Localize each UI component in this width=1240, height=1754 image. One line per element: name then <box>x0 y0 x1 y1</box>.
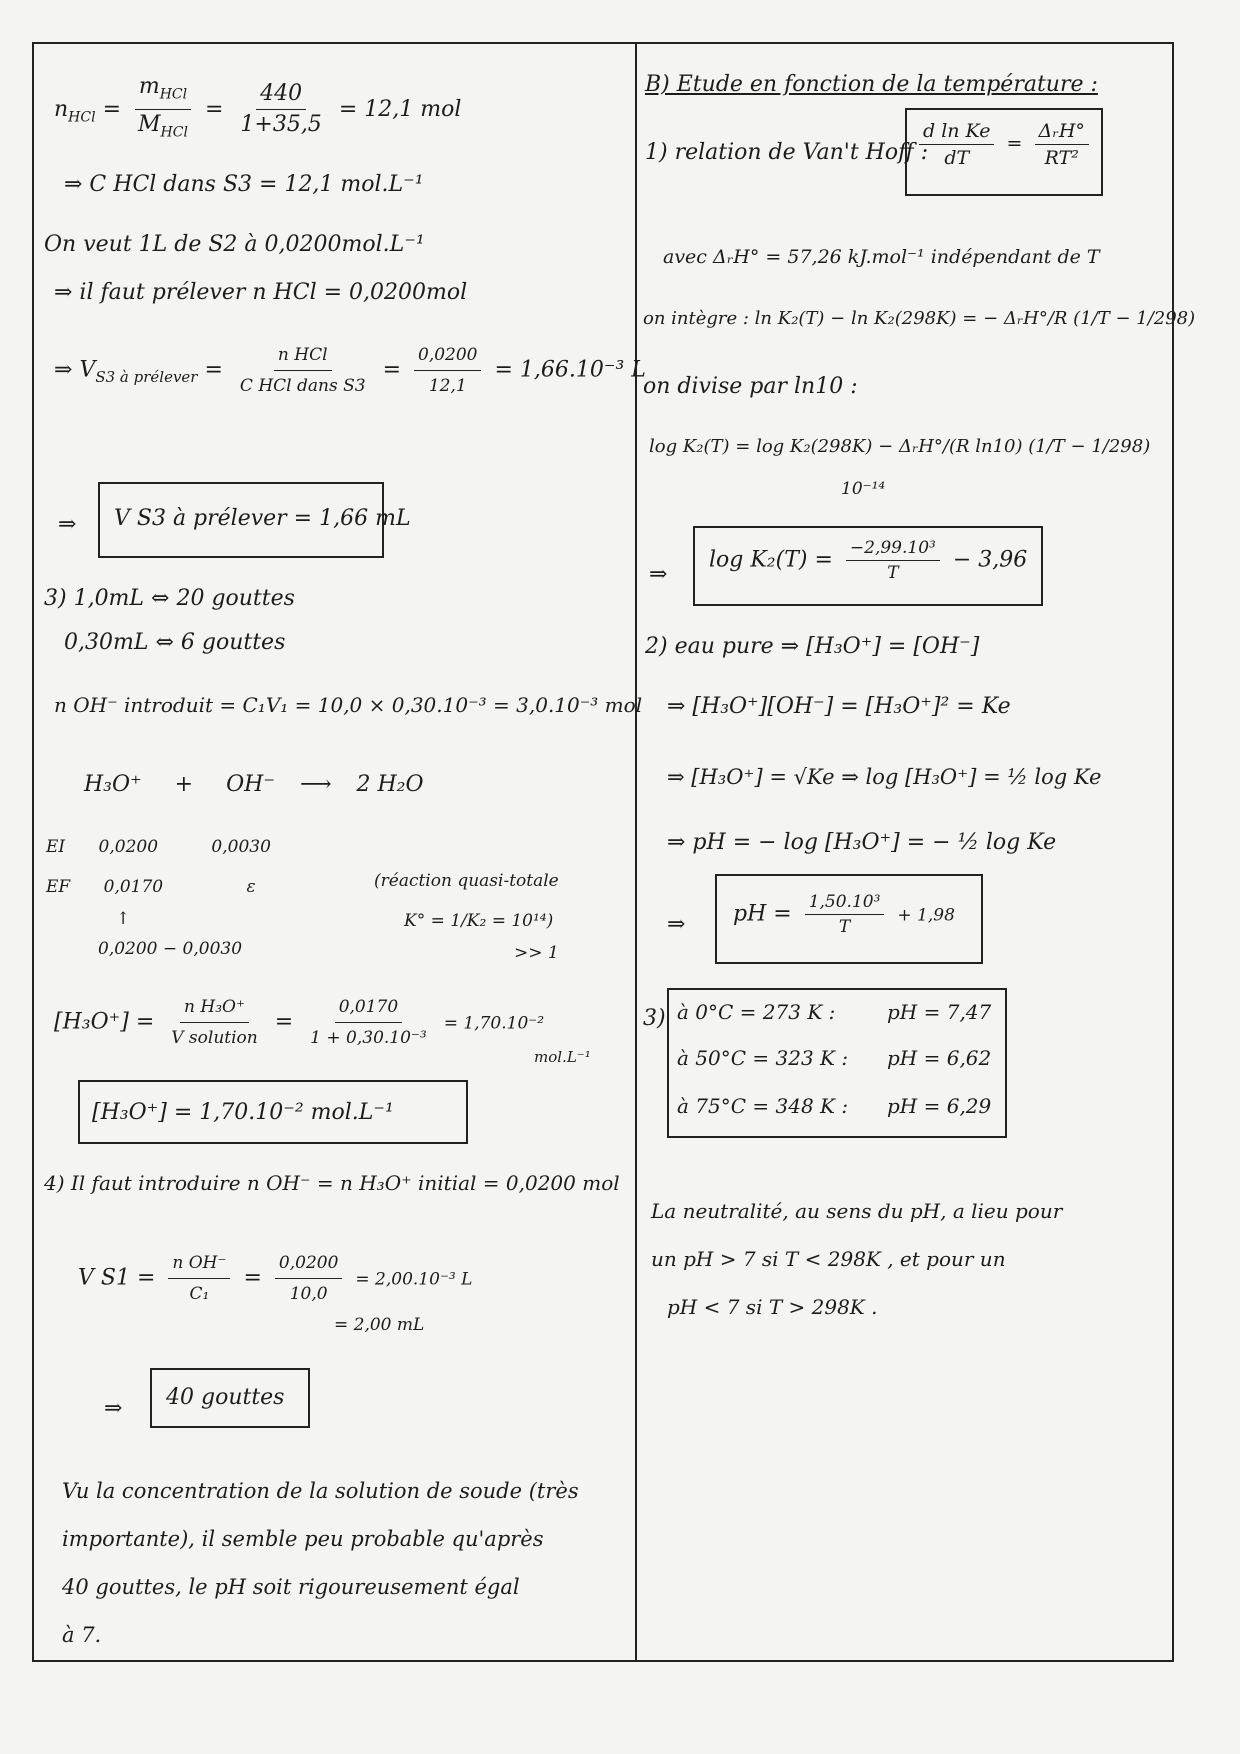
denominator: C HCl dans S3 <box>239 376 366 396</box>
ph-cell: pH = 6,29 <box>887 1094 992 1118</box>
value-k-298: 10⁻¹⁴ <box>841 479 886 499</box>
denominator: dT <box>944 147 970 169</box>
denominator: T <box>887 563 899 583</box>
plus-sign: + <box>174 772 194 797</box>
implies-arrow: ⇒ <box>667 912 686 937</box>
reactant-oh: OH⁻ <box>226 772 275 797</box>
line-difference: 0,0200 − 0,0030 <box>98 939 243 959</box>
line-ionic-product: ⇒ [H₃O⁺][OH⁻] = [H₃O⁺]² = Ke <box>667 694 1011 719</box>
boxed-text: V S3 à prélever = 1,66 mL <box>114 506 411 531</box>
boxed-result-h3o <box>78 1080 468 1144</box>
numerator: n H₃O⁺ <box>180 994 249 1023</box>
temperature-cell: à 75°C = 348 K : <box>677 1094 849 1118</box>
ph-temperature-table <box>667 988 1007 1138</box>
denominator: C₁ <box>189 1284 210 1304</box>
product-water: 2 H₂O <box>356 772 424 797</box>
line-n-oh: n OH⁻ introduit = C₁V₁ = 10,0 × 0,30.10⁻³ = 3,0.10⁻³ mol <box>54 693 643 717</box>
equals-sign: = <box>274 1009 294 1035</box>
line-n-hcl <box>54 74 461 146</box>
question-3-tag: 3) <box>643 1006 666 1031</box>
row-tag: EI <box>46 837 66 857</box>
right-column <box>637 44 1196 1660</box>
lhs: log K₂(T) = <box>709 547 833 573</box>
cell-b: ε <box>246 877 256 897</box>
implies-arrow: ⇒ <box>104 1396 123 1421</box>
numerator: 0,0170 <box>335 994 402 1023</box>
line-eau-pure: 2) eau pure ⇒ [H₃O⁺] = [OH⁻] <box>645 634 980 659</box>
denominator: 1+35,5 <box>240 112 322 138</box>
conclusion-line-3: 40 gouttes, le pH soit rigoureusement égal <box>62 1575 520 1599</box>
conclusion-line-2: un pH > 7 si T < 298K , et pour un <box>651 1247 1006 1271</box>
numerator: 0,0200 <box>275 1250 342 1279</box>
result: − 3,96 <box>952 547 1028 573</box>
note-k-value: K° = 1/K₂ = 10¹⁴) <box>404 911 554 931</box>
boxed-ph-result <box>715 874 983 964</box>
symbol-v: V <box>79 357 96 383</box>
reaction-equation <box>84 772 424 798</box>
denominator: V solution <box>171 1028 258 1048</box>
denominator: 1 + 0,30.10⁻³ <box>310 1028 427 1048</box>
line-2-ml: = 2,00 mL <box>334 1315 425 1335</box>
result: = 1,70.10⁻² <box>443 1013 545 1034</box>
fraction-values <box>306 994 431 1051</box>
result: = 2,00.10⁻³ L <box>355 1269 473 1290</box>
cell-a: 0,0200 <box>98 837 159 857</box>
table-row <box>677 1046 848 1070</box>
note-reaction-totale: (réaction quasi-totale <box>374 871 559 891</box>
row-ef <box>46 874 256 900</box>
result: = 1,66.10⁻³ L <box>494 357 646 383</box>
numerator: m <box>138 74 160 99</box>
fraction-values <box>414 342 481 399</box>
equals-sign: = <box>382 357 401 383</box>
unit: mol.L⁻¹ <box>534 1048 591 1066</box>
line-vant-hoff: 1) relation de Van't Hoff : <box>645 140 929 165</box>
boxed-result-v-s3 <box>98 482 411 558</box>
line-divise: on divise par ln10 : <box>643 374 858 399</box>
numerator: n OH⁻ <box>168 1250 230 1279</box>
symbol-n: n <box>54 96 69 122</box>
row-tag: EF <box>46 877 71 897</box>
temperature-cell: à 0°C = 273 K : <box>677 1000 836 1024</box>
cell-a: 0,0170 <box>103 877 164 897</box>
line-h3o-concentration <box>54 994 544 1051</box>
ph-cell: pH = 7,47 <box>887 1000 992 1024</box>
implies-arrow: ⇒ <box>649 562 668 587</box>
line-c-hcl: ⇒ C HCl dans S3 = 12,1 mol.L⁻¹ <box>64 172 424 197</box>
equals-sign: = <box>204 357 223 383</box>
equals-sign: = <box>102 96 122 122</box>
conclusion-line-1: La neutralité, au sens du pH, a lieu pour <box>651 1199 1063 1223</box>
line-v-s1 <box>78 1250 472 1307</box>
note-much-greater: >> 1 <box>514 943 559 963</box>
implies-arrow: ⇒ <box>58 512 77 537</box>
numerator: 440 <box>256 81 306 110</box>
lhs: V S1 = <box>78 1265 156 1291</box>
numerator: 0,0200 <box>414 342 481 371</box>
numerator: n HCl <box>274 342 332 371</box>
boxed-vant-hoff <box>905 108 1103 196</box>
line-gouttes-2: 0,30mL ⇔ 6 gouttes <box>64 630 286 655</box>
conclusion-line-2: importante), il semble peu probable qu'après <box>62 1527 544 1551</box>
equals-sign: = <box>243 1265 262 1291</box>
denominator-sub: HCl <box>160 124 188 141</box>
boxed-text: [H₃O⁺] = 1,70.10⁻² mol.L⁻¹ <box>92 1100 394 1125</box>
fraction-m-over-M <box>134 74 192 146</box>
numerator: ΔᵣH° <box>1035 120 1089 145</box>
boxed-text: 40 gouttes <box>166 1385 285 1410</box>
line-il-faut-introduire: 4) Il faut introduire n OH⁻ = n H₃O⁺ initial = 0,0200 mol <box>44 1171 620 1195</box>
ph-equation <box>733 892 955 937</box>
equals-sign: = <box>204 96 224 122</box>
row-ei <box>46 834 271 860</box>
conclusion-line-3: pH < 7 si T > 298K . <box>667 1295 878 1319</box>
line-on-veut: On veut 1L de S2 à 0,0200mol.L⁻¹ <box>44 232 425 257</box>
implies-arrow: ⇒ <box>54 357 73 383</box>
section-b-title: B) Etude en fonction de la température : <box>645 72 1098 97</box>
fraction-n-over-v <box>167 994 261 1051</box>
fraction-over-t <box>805 892 885 937</box>
lhs: pH = <box>733 901 792 927</box>
cell-b: 0,0030 <box>211 837 271 857</box>
denominator: T <box>838 917 851 937</box>
numerator-sub: HCl <box>159 86 188 103</box>
numerator: d ln Ke <box>919 120 994 145</box>
left-column <box>34 44 646 1660</box>
log-k-equation <box>709 538 1027 583</box>
conclusion-line-1: Vu la concentration de la solution de soude (très <box>62 1479 579 1503</box>
result: = 12,1 mol <box>338 96 462 122</box>
line-delta-h: avec ΔᵣH° = 57,26 kJ.mol⁻¹ indépendant de T <box>663 246 1100 268</box>
denominator: RT² <box>1044 147 1079 169</box>
boxed-log-k-result <box>693 526 1043 606</box>
fraction-values <box>275 1250 342 1307</box>
fraction-over-t <box>846 538 940 583</box>
line-il-faut-prelever: ⇒ il faut prélever n HCl = 0,0200mol <box>54 280 468 305</box>
vant-hoff-equation <box>913 120 1095 169</box>
ph-cell: pH = 6,62 <box>887 1046 992 1070</box>
line-integration: on intègre : ln K₂(T) − ln K₂(298K) = − ΔᵣH°/R (1/T − 1/298) <box>643 308 1196 329</box>
table-row <box>677 1094 848 1118</box>
boxed-result-gouttes <box>150 1368 310 1428</box>
answer-sheet <box>32 42 1196 1662</box>
line-ph-def: ⇒ pH = − log [H₃O⁺] = − ½ log Ke <box>667 830 1057 855</box>
sub-hcl: HCl <box>68 109 96 126</box>
reaction-arrow: ⟶ <box>299 772 332 797</box>
denominator: 12,1 <box>428 376 467 396</box>
numerator: −2,99.10³ <box>846 538 940 561</box>
sub-s3-a-prelever: S3 à prélever <box>95 367 198 386</box>
line-v-s3 <box>54 342 646 399</box>
line-sqrt-ke: ⇒ [H₃O⁺] = √Ke ⇒ log [H₃O⁺] = ½ log Ke <box>667 765 1102 789</box>
denominator: M <box>138 112 161 138</box>
up-arrow: ↑ <box>116 909 131 929</box>
conclusion-line-4: à 7. <box>62 1623 102 1647</box>
lhs: [H₃O⁺] = <box>54 1009 155 1035</box>
temperature-cell: à 50°C = 323 K : <box>677 1046 849 1070</box>
fraction-440 <box>236 81 325 138</box>
line-gouttes-1: 3) 1,0mL ⇔ 20 gouttes <box>44 586 295 611</box>
equals-sign: = <box>1006 132 1023 155</box>
fraction-n-over-c <box>236 342 370 399</box>
line-log-k: log K₂(T) = log K₂(298K) − ΔᵣH°/(R ln10) (1/T − 1/298) <box>649 436 1151 457</box>
fraction-dh-rt2 <box>1035 120 1089 169</box>
result: + 1,98 <box>897 905 955 926</box>
reactant-h3o: H₃O⁺ <box>84 772 142 797</box>
denominator: 10,0 <box>289 1284 328 1304</box>
table-row <box>677 1000 835 1024</box>
fraction-n-over-c1 <box>168 1250 230 1307</box>
numerator: 1,50.10³ <box>805 892 885 915</box>
fraction-dlnk-dt <box>919 120 994 169</box>
